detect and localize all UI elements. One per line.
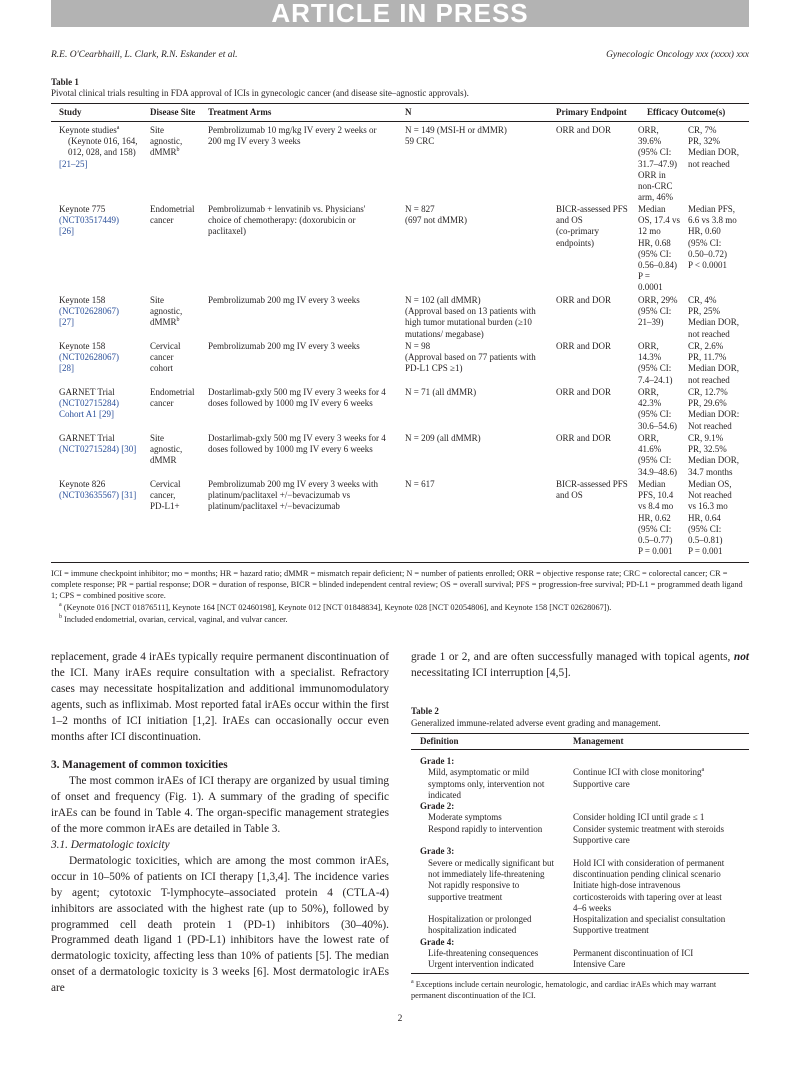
table2-caption: Generalized immune-related adverse event grading and management. <box>411 718 661 728</box>
table2-definition: indicated <box>428 789 461 800</box>
table2-management: Consider systemic treatment with steroids <box>573 823 724 834</box>
table2-line <box>411 835 749 846</box>
table1-header-efficacy: Efficacy Outcome(s) <box>647 107 726 117</box>
table2-line <box>411 767 749 778</box>
table2-line <box>411 846 749 857</box>
table1-cell-study: GARNET Trial (NCT02715284) [30] <box>59 433 137 455</box>
table1-cell-site: Endometrial cancer <box>150 204 195 226</box>
table2-line <box>411 903 749 914</box>
table1-cell-study: Keynote 826 (NCT03635567) [31] <box>59 479 137 501</box>
table1-header-rule <box>51 121 749 122</box>
table1-cell-endpoint: ORR and DOR <box>556 341 612 351</box>
table1-cell-site: Site agnostic, dMMR$^b$ <box>150 295 183 328</box>
table1-cell-study: Keynote 158 (NCT02628067) [27] <box>59 295 119 328</box>
table1-cell-efficacy-secondary: CR, 9.1% PR, 32.5% Median DOR, 34.7 months <box>688 433 739 477</box>
table1-cell-efficacy-primary: Median OS, 17.4 vs 12 mo HR, 0.68 (95% CI: 0.56–0.84) P = 0.0001 <box>638 204 681 293</box>
table1-cell-endpoint: ORR and DOR <box>556 387 612 397</box>
table2-label: Table 2 <box>411 706 439 716</box>
table1-cell-n: N = 149 (MSI-H or dMMR) 59 CRC <box>405 125 507 147</box>
table1-cell-study: Keynote 775 (NCT03517449) [26] <box>59 204 119 237</box>
table1-header-n: N <box>405 107 412 117</box>
table2-header-definition: Definition <box>420 736 459 746</box>
table1-cell-site: Cervical cancer, PD-L1+ <box>150 479 181 512</box>
table2-definition: Moderate symptoms <box>428 812 502 823</box>
table1-footnote-b: $^b$ Included endometrial, ovarian, cervical, vaginal, and vulvar cancer. <box>59 614 288 624</box>
table2-definition: Severe or medically significant but <box>428 857 554 868</box>
table1-header-study: Study <box>59 107 82 117</box>
table2-bottom-rule <box>411 973 749 974</box>
table2-management: Hold ICI with consideration of permanent <box>573 857 725 868</box>
table2-management: Permanent discontinuation of ICI <box>573 948 694 959</box>
table1-cell-site: Site agnostic, dMMR$^b$ <box>150 125 183 158</box>
table1-cell-efficacy-primary: ORR, 42.3% (95% CI: 30.6–54.6) <box>638 387 677 431</box>
table2-definition: Hospitalization or prolonged <box>428 914 532 925</box>
table2-definition: Mild, asymptomatic or mild <box>428 767 529 778</box>
table2-management: 4–6 weeks <box>573 902 612 913</box>
right-column-paragraph: grade 1 or 2, and are often successfully managed with topical agents, not necessitating ICI interruption [4,5]. <box>411 651 749 679</box>
table1-cell-efficacy-secondary: CR, 2.6% PR, 11.7% Median DOR, not reached <box>688 341 739 385</box>
table1-cell-study: GARNET Trial (NCT02715284) Cohort A1 [29] <box>59 387 119 420</box>
emphasis-not: not <box>733 651 749 663</box>
table1-cell-efficacy-primary: ORR, 39.6% (95% CI: 31.7–47.9) ORR in non-CRC arm, 46% <box>638 125 677 203</box>
table2-line <box>411 756 749 767</box>
table1-header-endpoint: Primary Endpoint <box>556 107 627 117</box>
table1-cell-study: Keynote 158 (NCT02628067) [28] <box>59 341 119 374</box>
table1-cell-efficacy-secondary: Median OS, Not reached vs 16.3 mo HR, 0.64 (95% CI: 0.5–0.81) P = 0.001 <box>688 479 732 557</box>
table1-cell-endpoint: ORR and DOR <box>556 433 612 443</box>
table2-line <box>411 801 749 812</box>
table2-footnote: $^a$ Exceptions include certain neurologic, hematologic, and cardiac irAEs which may warrant permanent discontinuation of the ICI. <box>411 979 717 1000</box>
table2-definition: Respond rapidly to intervention <box>428 823 543 834</box>
table2-line <box>411 959 749 970</box>
table1-cell-arms: Pembrolizumab 200 mg IV every 3 weeks <box>208 295 360 305</box>
table1-cell-endpoint: BICR-assessed PFS and OS (co-primary endpoints) <box>556 204 628 248</box>
table1-cell-n: N = 617 <box>405 479 435 489</box>
table2-definition: Grade 2: <box>420 801 455 812</box>
table2-definition: Not rapidly responsive to <box>428 880 520 891</box>
table2-line <box>411 892 749 903</box>
table1-bottom-rule <box>51 562 749 563</box>
table2-line <box>411 880 749 891</box>
table2-line <box>411 790 749 801</box>
table2-line <box>411 858 749 869</box>
subsection-heading: 3.1. Dermatologic toxicity <box>51 838 170 851</box>
table1-cell-efficacy-secondary: CR, 7% PR, 32% Median DOR, not reached <box>688 125 739 169</box>
table2-definition: Grade 4: <box>420 936 455 947</box>
table2 <box>411 733 749 971</box>
table2-line <box>411 925 749 936</box>
table2-definition: hospitalization indicated <box>428 925 517 936</box>
table1-cell-n: N = 71 (all dMMR) <box>405 387 477 397</box>
table2-line <box>411 812 749 823</box>
table1-cell-efficacy-secondary: CR, 4% PR, 25% Median DOR, not reached <box>688 295 739 339</box>
left-column <box>51 650 389 997</box>
table1-cell-n: N = 827 (697 not dMMR) <box>405 204 468 226</box>
table2-definition: Life-threatening consequences <box>428 948 539 959</box>
table2-line <box>411 779 749 790</box>
table1-cell-n: N = 102 (all dMMR) (Approval based on 13 patients with high tumor mutational burden (≥10 mutations/ megabase) <box>405 295 536 339</box>
table2-management: Hospitalization and specialist consultation <box>573 914 726 925</box>
table1 <box>51 103 749 557</box>
table1-cell-endpoint: BICR-assessed PFS and OS <box>556 479 628 501</box>
running-head-authors: R.E. O'Cearbhaill, L. Clark, R.N. Eskander et al. <box>51 50 238 60</box>
table1-cell-site: Site agnostic, dMMR <box>150 433 183 466</box>
table2-management: Supportive care <box>573 778 630 789</box>
table2-definition: supportive treatment <box>428 891 503 902</box>
table1-footnotes <box>51 568 749 626</box>
table2-management: Supportive care <box>573 835 630 846</box>
table1-caption: Pivotal clinical trials resulting in FDA approval of ICIs in gynecologic cancer (and disease site–agnostic approvals). <box>51 88 469 98</box>
table2-definition: symptoms only, intervention not <box>428 778 545 789</box>
table1-cell-n: N = 209 (all dMMR) <box>405 433 481 443</box>
table2-line <box>411 914 749 925</box>
table1-cell-site: Endometrial cancer <box>150 387 195 409</box>
table2-definition: Grade 3: <box>420 846 455 857</box>
table2-header <box>411 733 749 749</box>
table1-header <box>51 103 749 121</box>
table1-cell-efficacy-primary: ORR, 41.6% (95% CI: 34.9–48.6) <box>638 433 677 477</box>
table1-cell-arms: Pembrolizumab + lenvatinib vs. Physicians' choice of chemotherapy: (doxorubicin or paclitaxel) <box>208 204 366 237</box>
table1-footnote-a: $^a$ (Keynote 016 [NCT 01876511], Keynote 164 [NCT 02460198], Keynote 012 [NCT 01848834], Keynote 028 [NCT 02054806], and Keynote 158 [NCT 02628067]). <box>59 602 612 612</box>
section-heading: 3. Management of common toxicities <box>51 759 228 772</box>
table2-line <box>411 824 749 835</box>
table1-cell-arms: Pembrolizumab 200 mg IV every 3 weeks with platinum/paclitaxel +/−bevacizumab vs platinum/paclitaxel +/−bevacizumab <box>208 479 379 512</box>
page-number: 2 <box>397 1014 403 1024</box>
table2-line <box>411 937 749 948</box>
table2-management: discontinuation pending clinical scenario <box>573 868 721 879</box>
table1-cell-arms: Pembrolizumab 10 mg/kg IV every 2 weeks or 200 mg IV every 3 weeks <box>208 125 377 147</box>
table1-cell-arms: Pembrolizumab 200 mg IV every 3 weeks <box>208 341 360 351</box>
table1-cell-efficacy-primary: ORR, 14.3% (95% CI: 7.4–24.1) <box>638 341 673 385</box>
table1-cell-n: N = 98 (Approval based on 77 patients with PD-L1 CPS ≥1) <box>405 341 536 374</box>
table2-definition: not immediately life-threatening <box>428 868 545 879</box>
table2-definition: Grade 1: <box>420 756 455 766</box>
table1-header-arms: Treatment Arms <box>208 107 272 117</box>
table2-management: Intensive Care <box>573 959 626 970</box>
table1-footnote-abbreviations: ICI = immune checkpoint inhibitor; mo = months; HR = hazard ratio; dMMR = mismatch repair deficient; N = number of patients enrolled; ORR = objective response rate; CRC = colorectal cancer; CR = complete response; PR = partial response; DOR = duration of response, BICR = blinded independent central review; OS = overall survival; PFS = progression-free survival; PD-L1 = programmed death ligand 1; CPS = combined positive score. <box>51 569 743 600</box>
table2-header-management: Management <box>573 736 624 746</box>
table1-cell-arms: Dostarlimab-gxly 500 mg IV every 3 weeks for 4 doses followed by 1000 mg IV every 6 weeks <box>208 433 386 455</box>
table2-management: Supportive treatment <box>573 925 649 936</box>
table2-management: Continue ICI with close monitoring$^a$ <box>573 767 705 778</box>
table1-header-site: Disease Site <box>150 107 196 117</box>
left-paragraph-1: replacement, grade 4 irAEs typically require permanent discontinuation of the ICI. Many irAEs require consultation with a specialist. Refractory cases may necessitate hospitalization and additional immunomodulatory agents, such as infliximab. Most reported fatal irAEs occur within the first 1–2 months of ICI initiation [1,2]. IrAEs can occasionally occur even months after ICI discontinuation. <box>51 651 389 743</box>
table1-cell-efficacy-secondary: Median PFS, 6.6 vs 3.8 mo HR, 0.60 (95% CI: 0.50–0.72) P < 0.0001 <box>688 204 737 271</box>
table1-cell-efficacy-primary: Median PFS, 10.4 vs 8.4 mo HR, 0.62 (95% CI: 0.5–0.77) P = 0.001 <box>638 479 674 557</box>
table1-label: Table 1 <box>51 77 79 87</box>
table1-cell-endpoint: ORR and DOR <box>556 125 612 135</box>
table1-cell-endpoint: ORR and DOR <box>556 295 612 305</box>
table1-cell-arms: Dostarlimab-gxly 500 mg IV every 3 weeks for 4 doses followed by 1000 mg IV every 6 weeks <box>208 387 386 409</box>
table1-cell-efficacy-secondary: CR, 12.7% PR, 29.6% Median DOR: Not reached <box>688 387 740 431</box>
table2-line <box>411 869 749 880</box>
table1-cell-study: Keynote studies$^a$ (Keynote 016, 164, 012, 028, and 158) [21–25] <box>59 125 138 169</box>
article-in-press-banner: ARTICLE IN PRESS <box>51 0 749 27</box>
table2-management: Consider holding ICI until grade ≤ 1 <box>573 812 705 823</box>
table2-definition: Urgent intervention indicated <box>428 959 534 970</box>
table2-management: Initiate high-dose intravenous <box>573 880 681 891</box>
left-paragraph-3: Dermatologic toxicities, which are among the most common irAEs, occur in 10–50% of patients on ICI therapy [1,3,4]. The incidence varies by agent; cytotoxic T-lymphocyte–associated protein 4 (CTLA-4) inhibitors are associated with the highest rate (up to 50%), followed by programmed cell death protein 1 (PD-1) inhibitors (30–40%). Programmed death ligand 1 (PD-L1) inhibitors have the lowest rate of dermatologic toxicity, affecting less than 10% of patients [5]. The median onset of a dermatologic toxicity is 3 weeks [6]. Most dermatologic irAEs are <box>51 854 389 995</box>
table1-cell-site: Cervical cancer cohort <box>150 341 181 374</box>
table1-cell-efficacy-primary: ORR, 29% (95% CI: 21–39) <box>638 295 678 328</box>
table2-management: corticosteroids with tapering over at least <box>573 891 722 902</box>
running-head-journal: Gynecologic Oncology xxx (xxxx) xxx <box>606 50 749 60</box>
table2-line <box>411 948 749 959</box>
left-paragraph-2: The most common irAEs of ICI therapy are organized by usual timing of onset and frequency (Fig. 1). A summary of the grading of specific irAEs can be found in Table 4. The organ-specific management strategies of the more common irAEs are detailed in Table 3. <box>51 775 389 836</box>
